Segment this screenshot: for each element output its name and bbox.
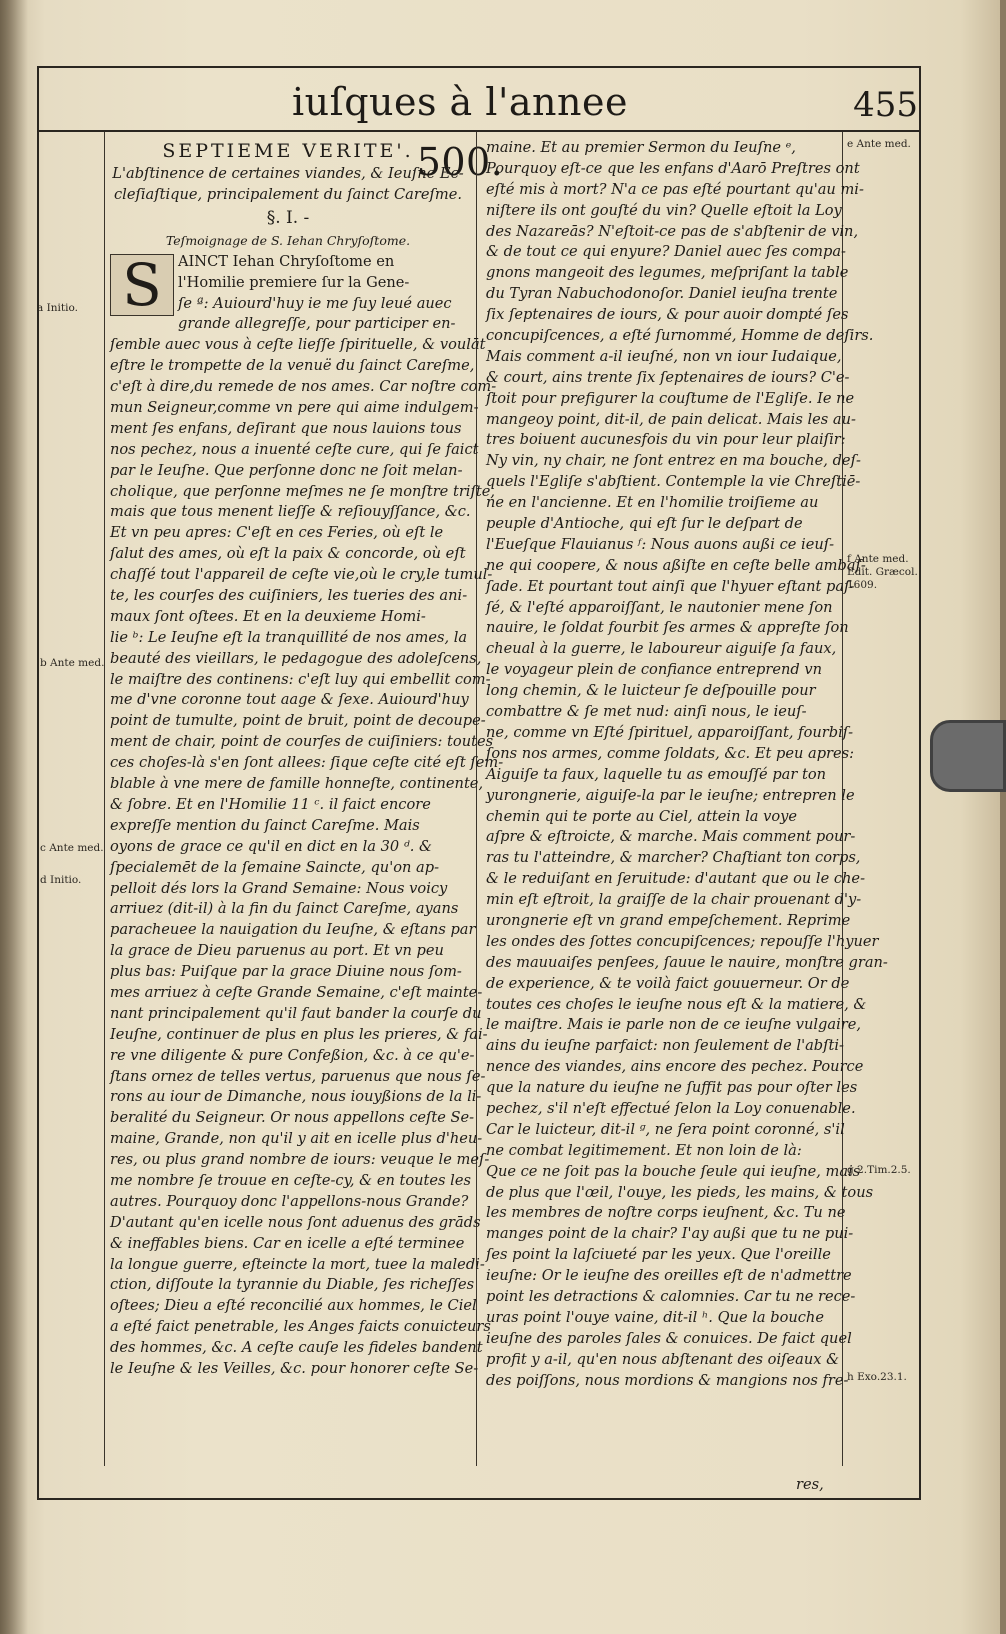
running-head: iuſques à l'annee 500. [292, 80, 628, 184]
text-line: les membres de noſtre corps ieuſnent, &c. Tu ne [486, 1204, 846, 1222]
text-line: ces choſes-là s'en ſont allees: ſique ceſte cité eſt ſem- [110, 754, 504, 772]
text-line: me nombre ſe trouue en ceſte-cy, & en toutes les [110, 1171, 471, 1189]
text-line: mes arriuez à ceſte Grande Semaine, c'eſt mainte- [110, 983, 483, 1001]
left-column-rule [104, 132, 105, 1466]
text-line: ne, comme vn Eſté ſpirituel, apparoiſſant, fourbiſ- [486, 723, 854, 741]
margin-note-f2: Edit. Græcol. [847, 566, 918, 578]
text-line: arriuez (dit-il) à la fin du ſainct Careſme, ayans [110, 900, 459, 918]
text-line: ment de chair, point de courſes de cuiſiniers: toutes [110, 733, 494, 751]
section-title: SEPTIEME VERITE'. [162, 140, 414, 162]
text-line: autres. Pourquoy donc l'appellons-nous Grande? [110, 1192, 469, 1210]
text-line: c'eſt à dire,du remede de nos ames. Car noſtre com- [110, 378, 497, 396]
text-line: des Nazareās? N'eſtoit-ce pas de s'abſtenir de vin, [486, 222, 859, 240]
text-line: lie ᵇ: Le Ieuſne eſt la tranquillité de nos ames, la [110, 628, 468, 646]
testimony-heading: Teſmoignage de S. Iehan Chryſoſtome. [165, 232, 411, 248]
margin-note-b: b Ante med. [40, 657, 105, 669]
text-line: ſix ſeptenaires de iours, & pour auoir dompté ſes [486, 306, 849, 324]
text-line: long chemin, & le luicteur ſe deſpouille pour [486, 682, 816, 700]
text-line: pechez, s'il n'eſt effectué ſelon la Loy conuenable. [486, 1099, 856, 1117]
page-number: 455 [853, 85, 918, 125]
catchword: res, [796, 1476, 824, 1493]
text-line: min eſt eſtroit, la graiſſe de la chair prouenant d'y- [486, 891, 862, 909]
subtitle-line: cleſiaſtique, principalement du ſainct Careſme. [113, 185, 462, 203]
text-line: chemin qui te porte au Ciel, attein la voye [486, 807, 798, 825]
left-text-body [110, 252, 504, 1380]
text-line: & ineffables biens. Car en icelle a eſté terminee [110, 1234, 465, 1252]
text-line: Et vn peu apres: C'eſt en ces Feries, où eſt le [110, 524, 444, 542]
text-line: le maiſtre des continens: c'eſt luy qui embellit com- [110, 670, 491, 688]
text-line: ction, diſſoute la tyrannie du Diable, ſes richeſſes [110, 1276, 475, 1294]
text-line: manges point de la chair? I'ay außi que tu ne pui- [486, 1225, 854, 1243]
text-line: cholique, que perſonne meſmes ne ſe monſtre triſte, [110, 482, 496, 500]
text-line: nant principalement qu'il faut bander la courſe du [110, 1004, 482, 1022]
text-line: & ſobre. Et en l'Homilie 11 ᶜ. il faict encore [110, 795, 431, 813]
text-line: ſemble auec vous à ceſte lieſſe ſpirituelle, & voulāt [110, 336, 486, 354]
text-line: nence des viandes, ains encore des pechez. Pource [486, 1058, 864, 1076]
margin-note-f3: 1609. [847, 579, 878, 591]
text-line: re vne diligente & pure Confeßion, &c. à ce qu'e- [110, 1046, 475, 1064]
text-line: yurongnerie, aiguiſe-la par le ieuſne; entrepren le [486, 786, 855, 804]
text-line: rons au iour de Dimanche, nous iouyßions de la li- [110, 1088, 482, 1106]
text-line: maux ſont oſtees. Et en la deuxieme Homi- [110, 607, 426, 625]
text-line: mais que tous menent lieſſe & reſiouyſſance, &c. [110, 503, 471, 521]
text-line: les ondes des ſottes concupiſcences; repouſſe l'hyuer [486, 932, 879, 950]
text-line: expreſſe mention du ſainct Careſme. Mais [110, 816, 420, 834]
text-line: a eſté faict penetrable, les Anges faicts conuicteurs [110, 1318, 491, 1336]
text-line: maine, Grande, non qu'il y ait en icelle plus d'heu- [110, 1130, 483, 1148]
text-line: tres boiuent aucunesfois du vin pour leur plaiſir: [486, 431, 846, 449]
text-line: ſtans ornez de telles vertus, paruenus que nous ſe- [110, 1067, 486, 1085]
text-line: ains du ieuſne parfaict: non ſeulement de l'abſti- [486, 1037, 844, 1055]
text-line: te, les courſes des cuiſiniers, les tueries des ani- [110, 587, 468, 605]
text-line: gnons mangeoit des legumes, meſpriſant la table [486, 264, 849, 282]
paragraph-mark: §. I. - [266, 207, 310, 228]
text-line: AINCT Iehan Chryſoſtome en [178, 252, 395, 270]
margin-note-g: g 2.Tim.2.5. [847, 1164, 911, 1176]
text-line: de plus que l'œil, l'ouye, les pieds, les mains, & tous [486, 1183, 874, 1201]
margin-note-d: d Initio. [40, 874, 82, 886]
text-line: eſtre le trompette de la venuë du ſainct Careſme, [110, 357, 475, 375]
subtitle-line: L'abſtinence de certaines viandes, & Ieuſne Ec- [112, 165, 464, 182]
text-line: l'Eueſque Flauianus ᶠ: Nous auons außi ce ieuſ- [486, 535, 835, 553]
text-line: ne en l'ancienne. Et en l'homilie troiſieme au [486, 494, 819, 512]
text-line: eſté mis à mort? N'a ce pas eſté pourtant qu'au mi- [486, 180, 864, 198]
text-line: D'autant qu'en icelle nous ſont aduenus des grāds [110, 1213, 481, 1231]
text-line: des poiſſons, nous mordions & mangions nos fre- [486, 1371, 849, 1389]
text-line: & court, ains trente ſix ſeptenaires de iours? C'e- [486, 368, 850, 386]
text-line: oyons de grace ce qu'il en dict en la 30 ᵈ. & [110, 837, 432, 855]
text-line: ieuſne des paroles ſales & conuices. De faict quel [486, 1329, 852, 1347]
text-line: le Ieuſne & les Veilles, &c. pour honorer ceſte Se- [110, 1359, 479, 1377]
text-line: plus bas: Puiſque par la grace Diuine nous ſom- [110, 963, 462, 981]
text-line: ſes point la laſciueté par les yeux. Que l'oreille [486, 1246, 831, 1264]
text-line: ſtoit pour prefigurer la couſtume de l'Egliſe. Ie ne [486, 389, 855, 407]
text-line: point de tumulte, point de bruit, point de decoupe- [110, 712, 486, 730]
text-line: Car le luicteur, dit-il ᵍ, ne ſera point coronné, s'il [486, 1120, 845, 1138]
text-line: maine. Et au premier Sermon du Ieuſne ᵉ, [486, 139, 796, 156]
text-line: res, ou plus grand nombre de iours: veuque le meſ- [110, 1151, 490, 1169]
gutter-shadow [0, 0, 28, 1634]
text-line: des mauuaiſes penſees, ſauue le nauire, monſtre gran- [486, 953, 888, 971]
text-line: l'Homilie premiere ſur la Gene- [178, 273, 410, 291]
text-line: Mais comment a-il ieuſné, non vn iour Iudaique, [486, 347, 842, 365]
text-line: ſons nos armes, comme ſoldats, &c. Et peu apres: [486, 744, 855, 762]
text-line: la grace de Dieu paruenus au port. Et vn peu [110, 942, 444, 960]
text-line: mangeoy point, dit-il, de pain delicat. Mais les au- [486, 410, 856, 428]
left-column [110, 138, 504, 1458]
text-line: ſpecialemēt de la ſemaine Saincte, qu'on ap- [110, 858, 440, 876]
text-line: niſtere ils ont gouſté du vin? Quelle eſtoit la Loy [486, 201, 842, 219]
page-clip [930, 720, 1006, 792]
text-line: beralité du Seigneur. Or nous appellons ceſte Se- [110, 1109, 475, 1127]
text-line: blable à vne mere de famille honneſte, continente, [110, 775, 484, 793]
text-line: concupiſcences, a eſté ſurnommé, Homme de deſirs. [486, 327, 874, 345]
text-line: chaſſé tout l'appareil de ceſte vie,où le cry,le tumul- [110, 566, 493, 584]
text-line: de experience, & te voilà faict gouuerneur. Or de [486, 974, 850, 992]
text-line: Aiguiſe ta faux, laquelle tu as emouſſé par ton [486, 765, 827, 783]
text-line: ne combat legitimement. Et non loin de là: [486, 1141, 802, 1159]
text-line: Que ce ne ſoit pas la bouche ſeule qui ieuſne, mais [486, 1162, 861, 1180]
text-line: point les detractions & calomnies. Car tu ne rece- [486, 1287, 856, 1305]
text-line: quels l'Egliſe s'abſtient. Contemple la vie Chreſtiē- [486, 473, 861, 491]
margin-note-c-left: c Ante med. [40, 842, 104, 854]
text-line: uras point l'ouye vaine, dit-il ʰ. Que la bouche [486, 1308, 824, 1326]
text-line: ment ſes enfans, deſirant que nous lauions tous [110, 419, 462, 437]
text-line: Pourquoy eſt-ce que les enfans d'Aarō Preſtres ont [486, 159, 860, 177]
text-line: cheual à la guerre, le laboureur aiguiſe ſa faux, [486, 640, 837, 658]
text-line: beauté des vieillars, le pedagogue des adoleſcens, [110, 649, 482, 667]
text-line: des hommes, &c. A ceſte cauſe les fideles bandent [110, 1339, 483, 1357]
text-line: grande allegreſſe, pour participer en- [178, 315, 456, 333]
text-line: Ieuſne, continuer de plus en plus les prieres, & fai- [110, 1025, 488, 1043]
text-line: urongnerie eſt vn grand empeſchement. Reprime [486, 911, 851, 929]
text-line: toutes ces choſes le ieuſne nous eſt & la matiere, & [486, 995, 867, 1013]
text-line: la longue guerre, eſteincte la mort, tuee la maledi- [110, 1255, 485, 1273]
text-line: oſtees; Dieu a eſté reconcilié aux hommes, le Ciel [110, 1297, 477, 1315]
text-line: pelloit dés lors la Grand Semaine: Nous voicy [110, 879, 448, 897]
text-line: ſé, & l'eſté apparoiſſant, le nautonier mene ſon [486, 598, 833, 616]
margin-note-f1: f Ante med. [847, 553, 909, 565]
text-line: paracheuee la nauigation du Ieuſne, & eſtans par [110, 921, 476, 939]
text-line: mun Seigneur,comme vn pere qui aime indulgem- [110, 399, 479, 417]
text-line: combattre & ſe met nud: ainſi nous, le ieuſ- [486, 703, 807, 721]
text-line: ras tu l'atteindre, & marcher? Chaſtiant ton corps, [486, 849, 861, 867]
text-line: me d'vne coronne tout aage & ſexe. Auiourd'huy [110, 691, 469, 709]
text-line: ſade. Et pourtant tout ainſi que l'hyuer eſtant paſ- [486, 577, 855, 595]
text-line: que la nature du ieuſne ne ſuffit pas pour oſter les [486, 1079, 858, 1097]
text-line: le maiſtre. Mais ie parle non de ce ieuſne vulgaire, [486, 1016, 861, 1034]
text-line: aſpre & eſtroicte, & marche. Mais comment pour- [486, 828, 856, 846]
text-line: ſalut des ames, où eſt la paix & concorde, où eſt [110, 545, 466, 563]
text-line: nauire, le ſoldat fourbit ſes armes & appreſte ſon [486, 619, 849, 637]
text-line: ieuſne: Or le ieuſne des oreilles eſt de n'admettre [486, 1267, 852, 1285]
text-line: & le reduiſant en ſeruitude: d'autant que ou le che- [486, 870, 865, 888]
text-line: Ny vin, ny chair, ne ſont entrez en ma bouche, deſ- [486, 452, 861, 470]
text-line: nos pechez, nous a inuenté ceſte cure, qui ſe faict [110, 440, 479, 458]
text-line: le voyageur plein de confiance entreprend vn [486, 661, 823, 679]
margin-note-a: a Initio. [37, 302, 78, 314]
text-line: & de tout ce qui enyure? Daniel auec ſes compa- [486, 243, 846, 261]
text-line: peuple d'Antioche, qui eſt ſur le deſpart de [486, 515, 803, 533]
text-line: par le Ieuſne. Que perſonne donc ne ſoit melan- [110, 461, 463, 479]
dropcap-letter: S [110, 254, 174, 316]
text-line: du Tyran Nabuchodonoſor. Daniel ieuſna trente [486, 285, 838, 303]
text-line: ne qui coopere, & nous aßiſte en ceſte belle ambaſ- [486, 556, 866, 574]
margin-note-e: e Ante med. [847, 138, 911, 150]
text-line: profit y a-il, qu'en nous abſtenant des oiſeaux & [486, 1350, 840, 1368]
margin-note-h: h Exo.23.1. [847, 1371, 907, 1383]
text-line: ſe ª: Auiourd'huy ie me ſuy leué auec [178, 294, 452, 312]
